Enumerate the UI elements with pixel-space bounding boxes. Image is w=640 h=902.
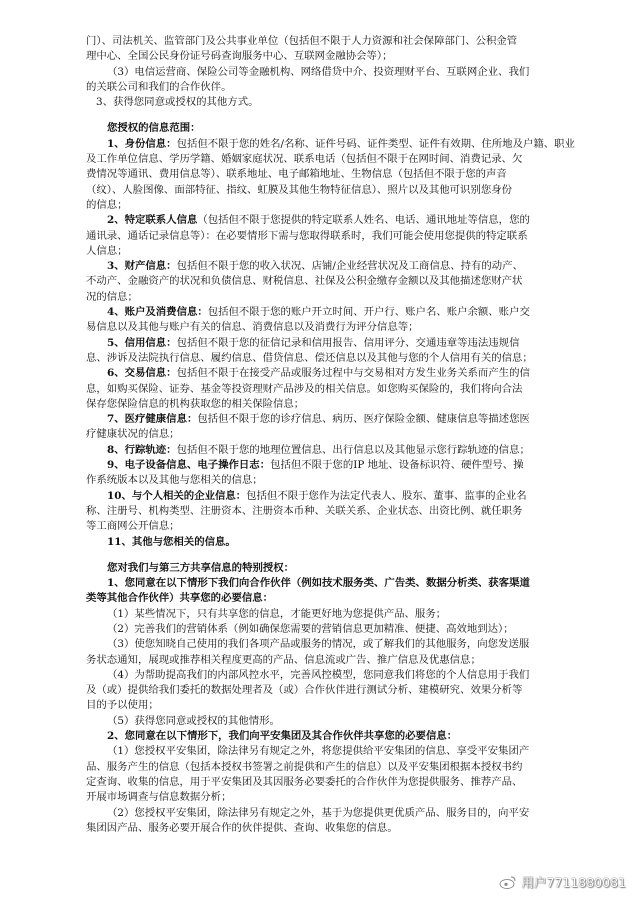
auth-sub-list <box>86 607 566 729</box>
item-line <box>86 229 566 244</box>
item-line <box>86 336 566 351</box>
item-heading: 2、特定联系人信息 <box>107 214 198 227</box>
intro-line: 理中心、全国公民身份证号码查询服务中心、互联网金融协会等）； <box>86 50 393 63</box>
item-line <box>86 473 566 488</box>
item-line <box>86 167 566 182</box>
info-scope-item <box>86 336 566 367</box>
auth-sub-line: （2）您授权平安集团，除法律另有规定之外，基于为您提供更优质产品、服务目的，向平安 <box>107 806 530 819</box>
item-text: 人信息； <box>86 244 128 257</box>
auth-heading: 类等其他合作伙伴）共享您的必要信息： <box>86 592 274 605</box>
item-text: 包括但不限于您作为法定代表人、股东、董事、监事的企业名 <box>246 489 527 502</box>
auth-heading: 2、您同意在以下情形下，我们向平安集团及其合作伙伴共享您的必要信息： <box>107 730 458 743</box>
item-line <box>86 535 566 550</box>
item-line <box>86 366 566 381</box>
auth-sub-line: 集团因产品、服务必要开展合作的伙伴提供、查询、收集您的信息。 <box>86 821 398 834</box>
intro-line: 门）、司法机关、监管部门及公共事业单位（包括但不限于人力资源和社会保障部门、公积金管 <box>86 35 518 47</box>
item-line <box>86 397 566 412</box>
info-scope-item <box>86 137 575 213</box>
item-text: 包括但不限于您的姓名/名称、证件号码、证件类型、证件有效期、住所地及户籍、职业 <box>176 137 575 150</box>
item-line <box>86 427 566 442</box>
item-text: 易信息以及其他与账户有关的信息、消费信息以及消费行为评分信息等； <box>86 321 419 334</box>
auth-sub-line: 定查询、收集的信息，用于平安集团及其因服务必要委托的合作伙伴为您提供服务、推荐产品、 <box>86 775 523 788</box>
auth-sub-line: （1）某些情况下，只有共享您的信息，才能更好地为您提供产品、服务； <box>107 607 447 620</box>
item-text: 称、注册号、机构类型、注册资本、注册资本币种、关联关系、企业状态、出资比例、就任职务 <box>86 504 523 517</box>
intro-line: 的关联公司和我们的合作伙伴。 <box>86 80 232 93</box>
info-scope-item <box>86 443 566 458</box>
third-party-section-title: 您对我们与第三方共享信息的特别授权： <box>107 561 295 574</box>
item-line <box>86 183 566 198</box>
item-heading: 5、信用信息： <box>107 336 177 349</box>
weibo-logo-icon <box>499 875 517 889</box>
auth-sub-line: （3）使您知晓自己使用的我们各项产品或服务的情况，或了解我们的其他服务，向您发送服 <box>107 638 530 651</box>
auth-sub-line: 开展市场调查与信息数据分析； <box>86 791 232 804</box>
info-scope-list <box>86 137 575 550</box>
item-heading: 6、交易信息： <box>107 367 177 380</box>
item-text: （纹）、人脸图像、面部特征、指纹、虹膜及其他生物特征信息）、照片以及其他可识别您身份 <box>86 183 513 196</box>
item-heading: 1、身份信息： <box>107 137 177 150</box>
info-scope-item <box>86 489 566 535</box>
item-text: 费情况等通讯、费用信息等）、联系地址、电子邮箱地址、生物信息（包括但不限于您的声音 <box>86 168 507 181</box>
auth-sub-line: （2）完善我们的营销体系（例如确保您需要的营销信息更加精准、便捷、高效地到达）； <box>107 622 514 635</box>
item-text: 的信息； <box>86 198 128 211</box>
auth-sub-line: 及（或）提供给我们委托的数据处理者及（或）合作伙伴进行测试分析、建模研究、效果分析等 <box>86 684 523 697</box>
item-heading: 11、其他与您相关的信息。 <box>107 535 236 548</box>
watermark-text: 用户7711880081 <box>521 874 626 890</box>
item-line <box>86 259 566 274</box>
item-line <box>86 519 566 534</box>
item-line <box>86 305 566 320</box>
weibo-watermark <box>499 875 626 890</box>
item-line <box>86 412 566 427</box>
item-text: 不动产、金融资产的状况和负债信息、财税信息、社保及公积金缴存金额以及其他描述您财产状 <box>86 275 523 288</box>
item-line <box>86 320 566 335</box>
item-line <box>86 443 566 458</box>
item-text: 包括但不限于您的诊疗信息、病历、医疗保险金额、健康信息等描述您医 <box>197 413 530 426</box>
item-line <box>86 504 566 519</box>
auth-sub-line: （1）您授权平安集团，除法律另有规定之外，将您提供给平安集团的信息、享受平安集团产 <box>107 745 530 758</box>
item-heading: 9、电子设备信息、电子操作日志： <box>107 459 271 472</box>
info-scope-item <box>86 213 566 259</box>
auth-sub-list <box>86 744 566 836</box>
auth-sub-line: （4）为帮助提高我们的内部风控水平，完善风控模型，您同意我们将您的个人信息用于我们 <box>107 668 530 681</box>
item-line <box>86 351 566 366</box>
item-line <box>86 152 566 167</box>
item-text: 及工作单位信息、学历学籍、婚姻家庭状况、联系电话（包括但不限于在网时间、消费记录、欠 <box>86 153 523 166</box>
item-heading: 7、医疗健康信息： <box>107 413 198 426</box>
item-text: 包括但不限于您的收入状况、店铺/企业经营状况及工商信息、持有的动产、 <box>176 260 523 273</box>
item-text: 疗健康状况的信息； <box>86 428 180 441</box>
info-scope-item <box>86 458 566 489</box>
info-scope-item <box>86 305 566 336</box>
item-text: 通讯录、通话记录信息等）：在必要情形下需与您取得联系时，我们可能会使用您提供的特定联系 <box>86 229 528 242</box>
item-line <box>86 137 575 152</box>
item-text: 包括但不限于您的IP 地址、设备标识符、硬件型号、操 <box>270 459 524 472</box>
item-line <box>86 458 566 473</box>
auth-heading: 1、您同意在以下情形下我们向合作伙伴（例如技术服务类、广告类、数据分析类、获客渠道 <box>107 577 530 590</box>
item-text: 作系统版本以及其他与您相关的信息； <box>86 474 263 487</box>
item-heading: 4、账户及消费信息： <box>107 306 208 319</box>
item-text: 息、涉诉及法院执行信息、履约信息、借贷信息、偿还信息以及其他与您的个人信用有关的信息； <box>86 351 533 364</box>
auth-sub-line: 品、服务产生的信息（包括本授权书签署之前提供和产生的信息）以及平安集团根据本授权书约 <box>86 760 523 773</box>
item-text: （包括但不限于您提供的特定联系人姓名、电话、通讯地址等信息，您的 <box>197 214 530 227</box>
info-scope-item <box>86 535 566 550</box>
item-text: 包括但不限于在接受产品或服务过程中与交易相对方发生业务关系而产生的信 <box>176 367 530 380</box>
item-line <box>86 244 566 259</box>
item-line <box>86 274 566 289</box>
item-line <box>86 213 566 228</box>
info-scope-item <box>86 366 566 412</box>
item-text: 包括但不限于您的征信记录和信用报告、信用评分、交通违章等违法违规信 <box>176 336 520 349</box>
intro-line: 3、获得您同意或授权的其他方式。 <box>96 96 259 109</box>
item-line <box>86 382 566 397</box>
item-text: 包括但不限于您的账户开立时间、开户行、账户名、账户余额、账户交 <box>207 306 530 319</box>
intro-block <box>86 34 566 110</box>
authorization-2 <box>86 729 566 836</box>
document-page <box>86 34 575 836</box>
info-scope-item <box>86 412 566 443</box>
item-heading: 8、行踪轨迹： <box>107 443 177 456</box>
item-heading: 3、财产信息： <box>107 260 177 273</box>
item-line <box>86 489 566 504</box>
auth-sub-line: 务状态通知，展现或推荐相关程度更高的产品、信息流或广告、推广信息及优惠信息； <box>86 653 481 666</box>
auth-sub-line: （5）获得您同意或授权的其他情形。 <box>107 714 280 727</box>
item-text: 等工商网公开信息； <box>86 520 180 533</box>
item-heading: 10、与个人相关的企业信息： <box>107 489 247 502</box>
intro-line: （3）电信运营商、保险公司等金融机构、网络借贷中介、投资理财平台、互联网企业、我们 <box>107 65 530 78</box>
info-scope-item <box>86 259 566 305</box>
scope-section-title: 您授权的信息范围： <box>107 122 201 135</box>
auth-sub-line: 目的予以使用； <box>86 699 159 712</box>
item-text: 息，如购买保险、证券、基金等投资理财产品涉及的相关信息。如您购买保险的，我们将向合法 <box>86 382 523 395</box>
item-line <box>86 198 566 213</box>
item-text: 保存您保险信息的机构获取您的相关保险信息； <box>86 397 305 410</box>
item-text: 况的信息； <box>86 290 138 303</box>
authorization-1 <box>86 576 566 729</box>
item-text: 包括但不限于您的地理位置信息、出行信息以及其他显示您行踪轨迹的信息； <box>176 443 530 456</box>
item-line <box>86 290 566 305</box>
